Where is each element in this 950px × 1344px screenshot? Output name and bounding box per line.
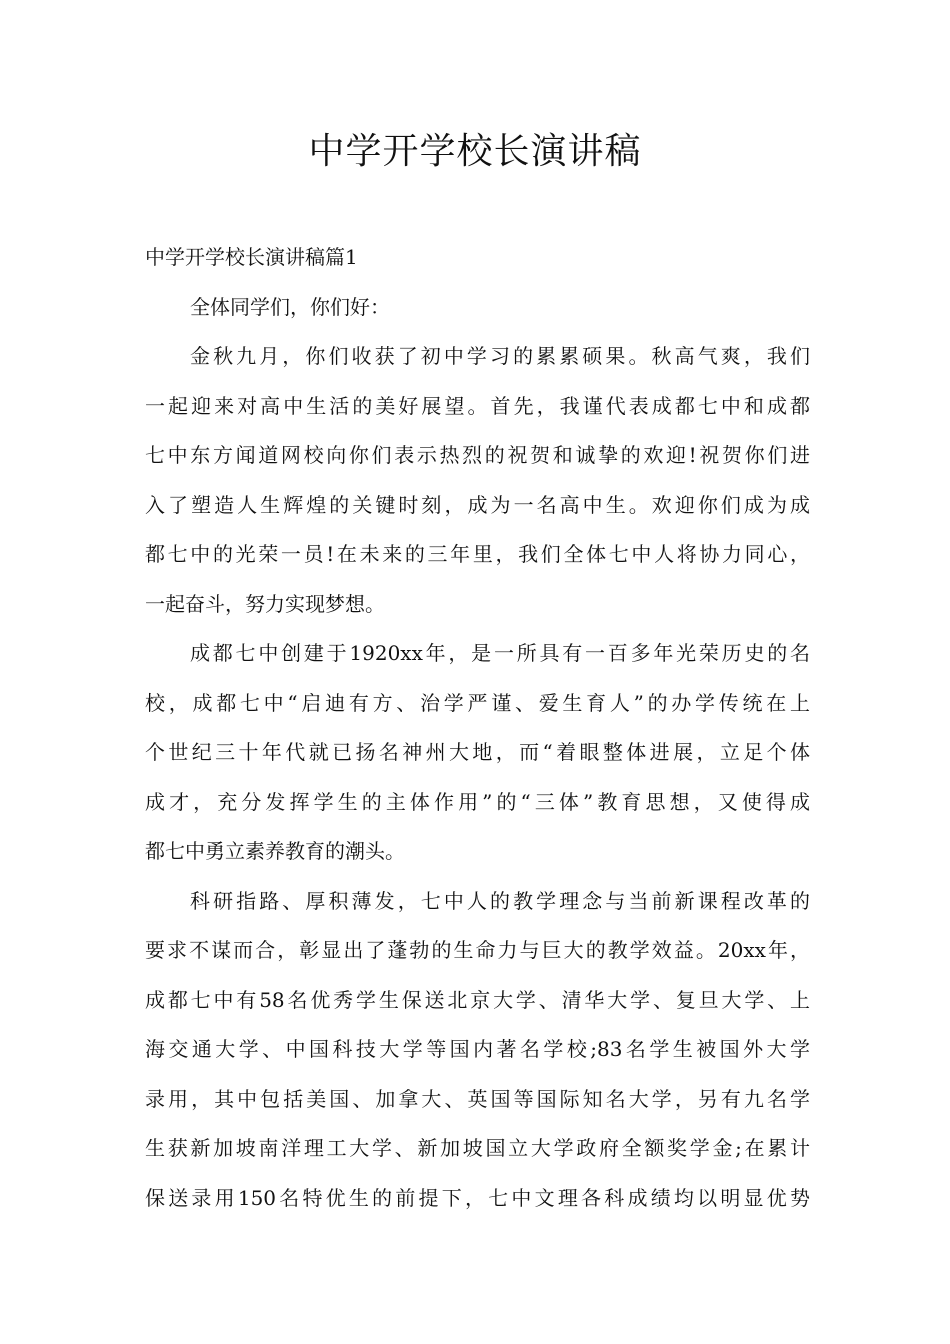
text-line: 录用，其中包括美国、加拿大、英国等国际知名大学，另有九名学	[145, 1086, 810, 1111]
text-line: 生获新加坡南洋理工大学、新加坡国立大学政府全额奖学金;在累计	[145, 1136, 810, 1160]
text-line: 七中东方闻道网校向你们表示热烈的祝贺和诚挚的欢迎!祝贺你们进	[145, 443, 810, 467]
text-line: 成才，充分发挥学生的主体作用”的“三体”教育思想，又使得成	[145, 789, 810, 814]
document-body	[145, 233, 810, 1223]
text-line: 校，成都七中“启迪有方、治学严谨、爱生育人”的办学传统在上	[145, 690, 810, 715]
text-line: 一起迎来对高中生活的美好展望。首先，我谨代表成都七中和成都	[145, 393, 810, 418]
text-line: 都七中的光荣一员!在未来的三年里，我们全体七中人将协力同心，	[145, 542, 810, 566]
text-line: 入了塑造人生辉煌的关键时刻，成为一名高中生。欢迎你们成为成	[145, 492, 810, 517]
text-line: 金秋九月，你们收获了初中学习的累累硕果。秋高气爽，我们	[190, 344, 810, 368]
greeting-line: 全体同学们，你们好：	[190, 294, 390, 319]
text-line: 保送录用150名特优生的前提下，七中文理各科成绩均以明显优势	[145, 1185, 810, 1210]
page-title: 中学开学校长演讲稿	[308, 131, 642, 172]
text-line: 科研指路、厚积薄发，七中人的教学理念与当前新课程改革的	[190, 888, 810, 913]
text-line: 成都七中创建于1920xx年，是一所具有一百多年光荣历史的名	[190, 641, 810, 665]
text-line: 个世纪三十年代就已扬名神州大地，而“着眼整体进展，立足个体	[145, 740, 810, 764]
section-heading: 中学开学校长演讲稿篇1	[145, 245, 358, 269]
text-line: 一起奋斗，努力实现梦想。	[145, 591, 385, 616]
text-line: 成都七中有58名优秀学生保送北京大学、清华大学、复旦大学、上	[145, 987, 810, 1012]
text-line: 海交通大学、中国科技大学等国内著名学校;83名学生被国外大学	[145, 1037, 810, 1061]
text-line: 都七中勇立素养教育的潮头。	[145, 839, 405, 863]
text-line: 要求不谋而合，彰显出了蓬勃的生命力与巨大的教学效益。20xx年，	[145, 938, 810, 962]
